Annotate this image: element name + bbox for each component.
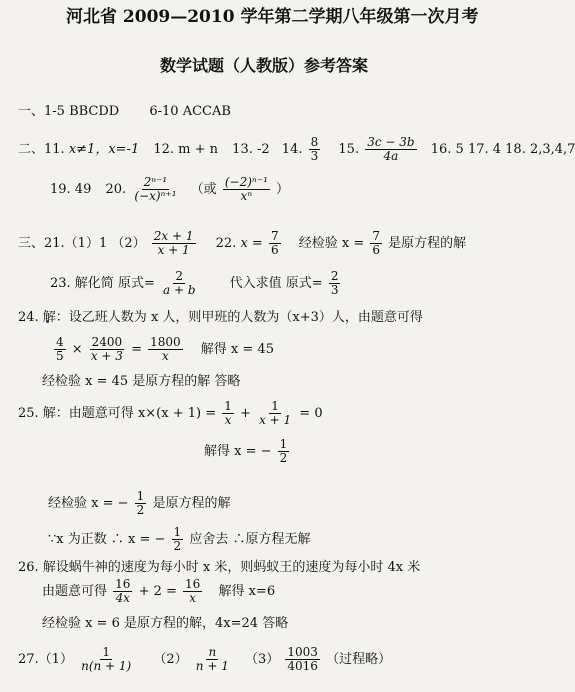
q26-mid: + 2 = [138,584,177,599]
q22-check: 经检验 x = [298,236,365,251]
q27-fraction-3 [285,646,320,673]
q20-close: ） [276,182,290,197]
q25-tail: = 0 [299,406,323,421]
q27-lead: 27.（1） [18,652,73,667]
q23-value-denominator: 3 [330,283,339,297]
q24-line-1: 24. 解：设乙班人数为 x 人，则甲班的人数为（x+3）人，由题意可得 [18,310,423,325]
q15-label: 15. [338,142,360,157]
q23-numerator: 2 [175,269,184,283]
q27-tail: （过程略） [326,652,392,667]
page-subtitle: 数学试题（人教版）参考答案 [160,56,369,75]
q27-fraction-1 [79,646,133,673]
q12-answer: 12. m + n [153,142,219,157]
q27-3-numerator: 1003 [287,645,318,659]
q20-f1-numerator: 2ⁿ⁻¹ [143,175,168,189]
q25-check-fraction [135,490,147,517]
q25-note-denominator: 2 [173,539,182,553]
q24-fraction-b [89,336,125,363]
q25-note-numerator: 1 [173,525,182,539]
q26-b-numerator: 16 [185,577,201,591]
section-1-label: 一、1-5 BBCDD [18,104,120,119]
q14-label: 14. [281,142,303,157]
q22-check-denominator: 6 [372,243,381,257]
q13-answer: 13. -2 [232,142,270,157]
q20-f2-numerator: (−2)ⁿ⁻¹ [224,175,268,189]
q24-b-denominator: x + 3 [90,349,123,363]
q14-fraction [309,136,321,163]
q23-mid: 代入求值 原式= [229,276,323,291]
q25-check-numerator: 1 [136,489,145,503]
q21-fraction [152,230,196,257]
q24-solve: 解得 x = 45 [200,342,274,357]
page-title: 河北省 2009—2010 学年第二学期八年级第一次月考 [66,7,479,27]
q24-fraction-a [54,336,66,363]
q26-a-denominator: 4x [115,591,130,605]
section-3-line [18,230,466,257]
section-2-line [18,136,575,163]
q26-solve: 解得 x=6 [218,584,276,599]
q25-a-denominator: x [224,413,232,427]
q25-note [48,526,310,553]
q22-x-eq: x = [240,236,263,251]
q25-note-fraction [172,526,184,553]
q24-c-denominator: x [161,349,169,363]
q22-check-numerator: 7 [372,229,381,243]
q24-fraction-c [148,336,183,363]
q24-a-denominator: 5 [56,349,64,363]
q26-a-numerator: 16 [115,577,131,591]
q22-fraction [269,230,281,257]
q27-2-numerator: n [208,645,217,659]
q27-3-denominator: 4016 [287,659,318,673]
q11-answer: x≠1，x=-1 [68,142,140,157]
q25-b-denominator: x + 1 [259,413,292,427]
q25-line-1 [18,400,323,427]
q22-denominator: 6 [270,243,279,257]
q25-check-tail: 是原方程的解 [152,496,231,511]
q26-fraction-a [113,578,132,605]
q21-denominator: x + 1 [157,243,190,257]
section-1-answers [18,104,231,119]
q25-b-numerator: 1 [271,399,279,413]
q26-b-denominator: x [189,591,197,605]
q24-times: × [71,342,83,357]
q26-check: 经检验 x = 6 是原方程的解，4x=24 答略 [42,616,289,631]
q27-part-2: （2） [153,652,188,667]
q27-1-numerator: 1 [102,645,110,659]
q21-numerator: 2x + 1 [153,229,194,243]
q24-equals: = [131,342,142,357]
q26-lead: 由题意可得 [42,584,108,599]
q24-check: 经检验 x = 45 是原方程的解 答略 [42,374,241,389]
q20-f2-denominator: xⁿ [240,189,253,203]
q25-note-2: 应舍去 ∴原方程无解 [189,532,311,547]
q11-label: 二、11. [18,142,65,157]
q15-numerator: 3c − 3b [367,135,415,149]
q25-check-text: 经检验 x = − [48,496,129,511]
q25-solve-numerator: 1 [279,437,288,451]
q25-solve-text: 解得 x = − [204,444,272,459]
q22-check-tail: 是原方程的解 [388,236,467,251]
q25-check [48,490,230,517]
q24-c-numerator: 1800 [150,335,181,349]
q25-solve [204,438,291,465]
q27-1-denominator: n(n + 1) [81,659,132,673]
q25-text: 25. 解：由题意可得 x×(x + 1) = [18,406,217,421]
q24-a-numerator: 4 [56,335,64,349]
q19-answer: 19. 49 [50,182,92,197]
q22-numerator: 7 [270,229,279,243]
q23-line [50,270,342,297]
q25-a-numerator: 1 [224,399,232,413]
q25-check-denominator: 2 [136,503,145,517]
q20-f1-denominator: (−x)ⁿ⁺¹ [134,189,177,203]
section-2-line-2 [50,176,289,203]
q25-solve-fraction [278,438,290,465]
q20-fraction-2 [223,176,270,203]
q26-line-1: 26. 解设蜗牛神的速度为每小时 x 米，则蚂蚁王的速度为每小时 4x 米 [18,560,421,575]
q21-answer: 三、21.（1）1 （2） [18,236,146,251]
q24-b-numerator: 2400 [91,335,123,349]
q27-line [18,646,391,673]
q25-fraction-b [257,400,293,427]
q27-2-denominator: n + 1 [195,659,229,673]
q25-plus: + [240,406,251,421]
q22-check-fraction [370,230,382,257]
q16-18-answers: 16. 5 17. 4 18. 2,3,4,7 [430,142,575,157]
q23-denominator: a + b [162,283,196,297]
q15-fraction [365,136,416,163]
q15-denominator: 4a [383,149,399,163]
q20-fraction-1 [132,176,178,203]
q23-text: 23. 解化简 原式= [50,276,155,291]
q27-part-3: （3） [244,652,280,667]
q26-equation [42,578,275,605]
q22-label: 22. [215,236,237,251]
q23-value-numerator: 2 [330,269,339,283]
q14-numerator: 8 [310,135,319,149]
q20-label: 20. [105,182,127,197]
q24-equation [52,336,274,363]
q25-solve-denominator: 2 [279,451,288,465]
q14-denominator: 3 [310,149,319,163]
q27-fraction-2 [194,646,231,673]
q23-value-fraction [329,270,341,297]
q23-fraction [161,270,198,297]
q20-or: （或 [190,182,217,197]
q25-fraction-a [222,400,234,427]
q26-fraction-b [183,578,202,605]
q25-note-1: ∵x 为正数 ∴ x = − [48,532,166,547]
section-1-rest: 6-10 ACCAB [149,104,231,119]
